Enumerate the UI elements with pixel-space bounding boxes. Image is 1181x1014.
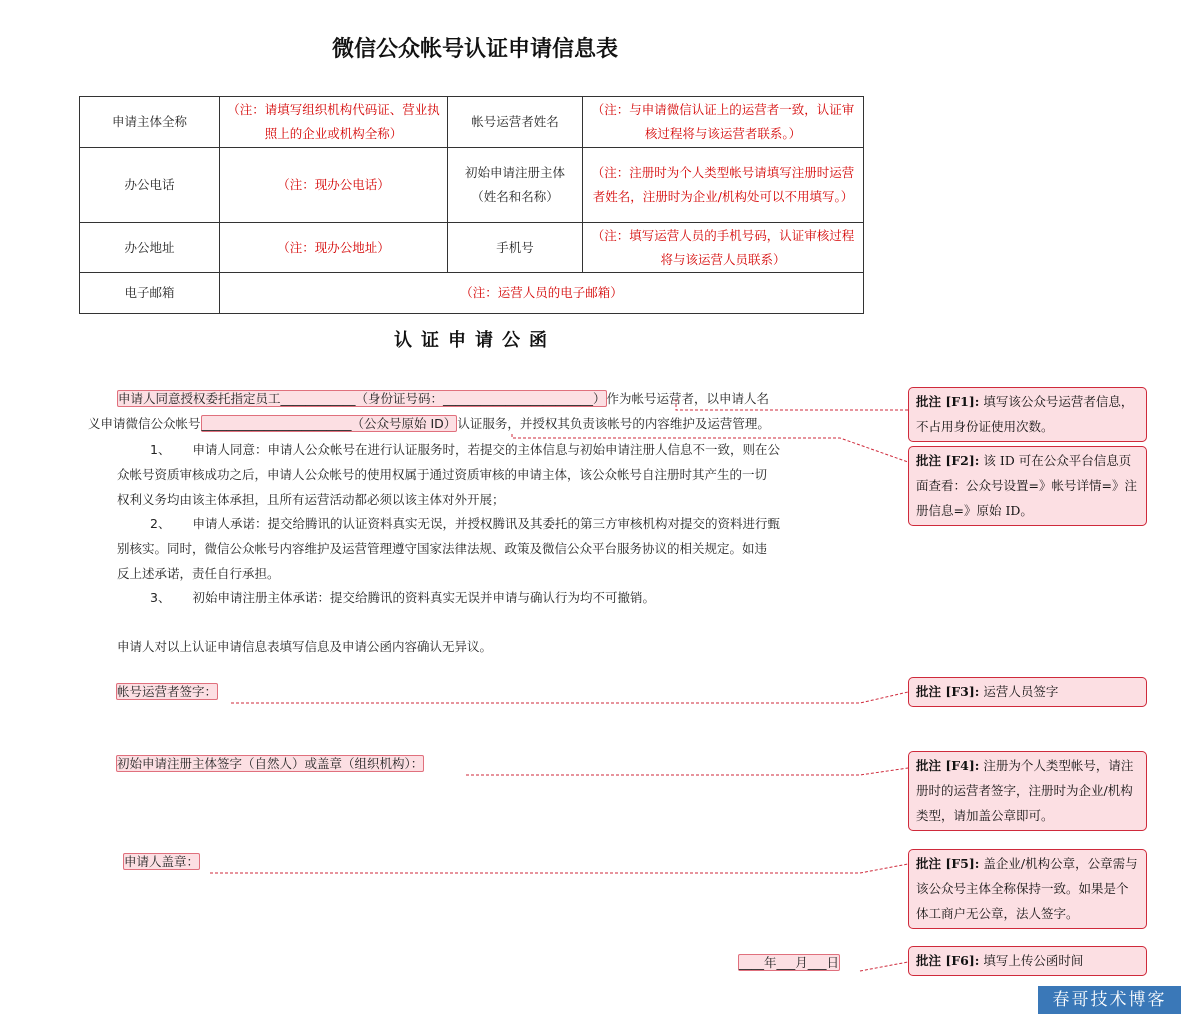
comment-f3[interactable] xyxy=(908,677,1147,707)
item-1-line-3: 权利义务均由该主体承担，且所有运营活动都必须以该主体对外开展； xyxy=(117,492,505,507)
letter-title: 认证申请公函 xyxy=(394,330,556,351)
comment-f1[interactable] xyxy=(908,387,1147,442)
applicant-seal-label: 申请人盖章： xyxy=(124,854,200,869)
page-title: 微信公众帐号认证申请信息表 xyxy=(331,37,618,62)
confirm-statement: 申请人对以上认证申请信息表填写信息及申请公函内容确认无异议。 xyxy=(117,639,493,654)
comment-f5-tag: 批注 [F5]: xyxy=(916,856,980,871)
note-applicant-name[interactable]: （注：请填写组织机构代码证、营业执照上的企业或机构全称） xyxy=(220,97,448,148)
comment-f2-text: 该 ID 可在公众平台信息页面查看：公众号设置=》帐号详情=》注册信息=》原始 ID。 xyxy=(916,453,1137,518)
comment-f6-text: 填写上传公函时间 xyxy=(983,953,1084,968)
comment-f4-tag: 批注 [F4]: xyxy=(916,758,980,773)
label-email: 电子邮箱 xyxy=(80,273,220,314)
item-2-text-1: 申请人承诺：提交给腾讯的认证资料真实无误，并授权腾讯及其委托的第三方审核机构对提交的资料进行甄 xyxy=(192,516,780,531)
item-3-text-1: 初始申请注册主体承诺：提交给腾讯的资料真实无误并申请与确认行为均不可撤销。 xyxy=(192,590,655,605)
label-office-phone: 办公电话 xyxy=(80,148,220,223)
connector-f5 xyxy=(210,864,908,873)
comment-f1-text: 填写该公众号运营者信息，不占用身份证使用次数。 xyxy=(916,394,1134,434)
item-2-number: 2、 xyxy=(150,516,171,531)
connector-f1 xyxy=(676,399,908,410)
note-initial-registrant[interactable]: （注：注册时为个人类型帐号请填写注册时运营者姓名，注册时为企业/机构处可以不用填写。） xyxy=(583,148,864,223)
connector-f6 xyxy=(860,962,908,971)
comment-f6-tag: 批注 [F6]: xyxy=(916,953,980,968)
item-1-line-2: 众帐号资质审核成功之后，申请人公众帐号的使用权属于通过资质审核的申请主体，该公众帐号自注册时其产生的一切 xyxy=(117,467,768,482)
comment-f4-text: 注册为个人类型帐号，请注册时的运营者签字，注册时为企业/机构类型，请加盖公章即可。 xyxy=(916,758,1134,823)
note-office-phone[interactable]: （注：现办公电话） xyxy=(220,148,448,223)
connector-f3 xyxy=(231,692,908,703)
operator-id-field[interactable]: 申请人同意授权委托指定员工____________（身份证号码：________________________） xyxy=(118,391,606,406)
watermark-brand: 春哥技术博客 xyxy=(1038,986,1181,1014)
intro-text-c: 认证服务，并授权其负责该帐号的内容维护及运营管理。 xyxy=(457,416,770,431)
note-email[interactable]: （注：运营人员的电子邮箱） xyxy=(220,273,864,314)
comment-f3-text: 运营人员签字 xyxy=(983,684,1059,699)
label-office-address: 办公地址 xyxy=(80,223,220,273)
note-office-address[interactable]: （注：现办公地址） xyxy=(220,223,448,273)
note-mobile[interactable]: （注：填写运营人员的手机号码，认证审核过程将与该运营人员联系） xyxy=(583,223,864,273)
item-1-text-1: 申请人同意：申请人公众帐号在进行认证服务时，若提交的主体信息与初始申请注册人信息不一致，则在公 xyxy=(192,442,780,457)
note-operator-name[interactable]: （注：与申请微信认证上的运营者一致，认证审核过程将与该运营者联系。） xyxy=(583,97,864,148)
comment-f6[interactable] xyxy=(908,946,1147,976)
date-text: ____年___月___日 xyxy=(739,955,840,970)
item-2-line-3: 反上述承诺，责任自行承担。 xyxy=(117,566,280,581)
registrant-signature-label: 初始申请注册主体签字（自然人）或盖章（组织机构）： xyxy=(117,756,424,771)
comment-f1-tag: 批注 [F1]: xyxy=(916,394,980,409)
comment-f4[interactable] xyxy=(908,751,1147,831)
label-applicant-name: 申请主体全称 xyxy=(80,97,220,148)
comment-f3-tag: 批注 [F3]: xyxy=(916,684,980,699)
item-3-number: 3、 xyxy=(150,590,171,605)
comment-f5[interactable] xyxy=(908,849,1147,929)
comment-f2-tag: 批注 [F2]: xyxy=(916,453,980,468)
item-1-number: 1、 xyxy=(150,442,171,457)
label-operator-name: 帐号运营者姓名 xyxy=(448,97,583,148)
item-2-line-2: 别核实。同时，微信公众帐号内容维护及运营管理遵守国家法律法规、政策及微信公众平台服务协议的相关规定。如违 xyxy=(117,541,768,556)
intro-text-b: 义申请微信公众帐号 xyxy=(88,416,201,431)
operator-signature-label: 帐号运营者签字： xyxy=(117,684,218,699)
connector-f4 xyxy=(466,768,908,775)
comment-f2[interactable] xyxy=(908,446,1147,526)
connector-f2 xyxy=(512,434,908,462)
comment-f5-text: 盖企业/机构公章，公章需与该公众号主体全称保持一致。如果是个体工商户无公章，法人签字。 xyxy=(916,856,1138,921)
original-id-field[interactable]: ________________________（公众号原始 ID） xyxy=(201,416,457,431)
label-mobile: 手机号 xyxy=(448,223,583,273)
label-initial-registrant: 初始申请注册主体（姓名和名称） xyxy=(448,148,583,223)
intro-text-a: 作为帐号运营者，以申请人名 xyxy=(606,391,770,406)
